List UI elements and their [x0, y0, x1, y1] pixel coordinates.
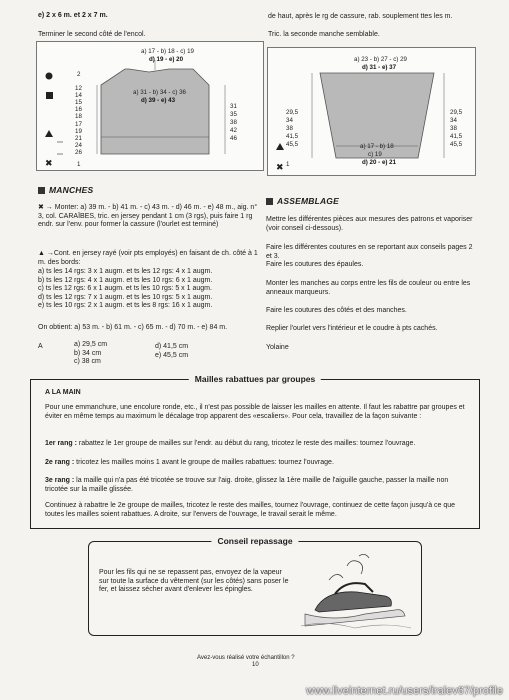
steam-iron-illustration — [295, 552, 415, 632]
mailles-outro: Continuez à rabattre le 2e groupe de mailles, tricotez le reste des mailles, tournez l'ouvrage, continuez de cette façon jusqu'à ce que toutes les mailles soient rabattues. A droite, sur l'envers de l'ouvrage, le travail serait le même. — [45, 502, 456, 518]
diagram1-mid-label-2: d) 39 - e) 43 — [141, 97, 176, 104]
mailles-rabattues-box — [30, 374, 480, 529]
conseil-repassage-box — [88, 536, 422, 636]
svg-text:45,5: 45,5 — [450, 141, 463, 148]
list-item: e) ts les 10 rgs: 2 x 1 augm. et ts les 8 rgs: 16 x 1 augm. — [38, 302, 213, 310]
assemblage-heading: ASSEMBLAGE — [266, 196, 339, 206]
svg-text:24: 24 — [75, 142, 82, 149]
assemblage-para-4: Monter les manches au corps entre les fils de couleur ou entre les anneaux marqueurs. — [266, 280, 471, 296]
page-number: 10 — [252, 662, 259, 668]
cross-symbol: ✖ — [45, 158, 53, 168]
list-item: c) ts les 12 rgs: 6 x 1 augm. et ts les 10 rgs: 5 x 1 augm. — [38, 285, 212, 293]
sleeve-pattern-diagram — [267, 47, 476, 176]
svg-text:46: 46 — [230, 135, 237, 142]
svg-text:14: 14 — [75, 92, 82, 99]
mailles-intro: Pour une emmanchure, une encolure ronde, etc., il n'est pas possible de laisser les mailles en attente. Il faut les rabattre par groupes et éviter en même temps au maximum le décalage trop apparent des «escaliers». Pour cela, travaillez de la façon suivante : — [45, 404, 465, 420]
svg-text:34: 34 — [450, 117, 457, 124]
svg-text:15: 15 — [75, 99, 82, 106]
source-url-watermark[interactable]: www.liveinternet.ru/users/iralev67/profile — [306, 685, 503, 697]
left-top-line: e) 2 x 6 m. et 2 x 7 m. — [38, 12, 108, 19]
back-piece-shape — [101, 69, 209, 154]
svg-text:31: 31 — [230, 103, 237, 110]
svg-text:35: 35 — [230, 111, 237, 118]
conseil-box-title: Conseil repassage — [211, 536, 298, 546]
manches-col-2: d) 41,5 cm e) 45,5 cm — [155, 343, 189, 359]
list-item: d) ts les 12 rgs: 7 x 1 augm. et ts les 10 rgs: 5 x 1 augm. — [38, 293, 213, 301]
svg-text:41,5: 41,5 — [286, 133, 299, 140]
triangle-symbol — [276, 143, 284, 150]
square-symbol — [46, 92, 53, 99]
svg-text:26: 26 — [75, 149, 82, 156]
diagram1-mid-label: a) 31 - b) 34 - c) 36 — [133, 89, 186, 96]
right-top-line-2: Tric. la seconde manche semblable. — [268, 31, 380, 38]
diagram2-top-label-2: d) 31 - e) 37 — [362, 64, 397, 71]
manches-para-1: ✖ → Monter: a) 39 m. - b) 41 m. - c) 43 m. - d) 46 m. - e) 48 m., aig. n° 3, col. CARAÏBES, tric. en jersey pendant 1 cm (3 rgs), puis faire 1 rg endr. sur l'env. pour former la cassure (l'ourlet est terminé) — [38, 204, 258, 229]
svg-text:38: 38 — [286, 125, 293, 132]
diagram2-left-numbers — [286, 109, 299, 148]
svg-text:29,5: 29,5 — [286, 109, 299, 116]
manches-a-label: A — [38, 343, 43, 350]
svg-text:19: 19 — [75, 128, 82, 135]
svg-text:41,5: 41,5 — [450, 133, 463, 140]
assemblage-para-6: Replier l'ourlet vers l'intérieur et le coudre à pts cachés. — [266, 325, 438, 332]
left-top-line-2: Terminer le second côté de l'encol. — [38, 31, 146, 38]
diagram1-one: 1 — [77, 161, 81, 168]
manches-col-1: a) 29,5 cm b) 34 cm c) 38 cm — [74, 341, 108, 366]
diagram1-top-label: a) 17 - b) 18 - c) 19 — [141, 48, 194, 55]
right-top-line: de haut, après le rg de cassure, rab. souplement ttes les m. — [268, 13, 453, 20]
list-item: b) ts les 12 rgs: 4 x 1 augm. et ts les 10 rgs: 6 x 1 augm. — [38, 276, 213, 284]
mailles-box-subtitle: A LA MAIN — [45, 389, 81, 396]
svg-text:34: 34 — [286, 117, 293, 124]
svg-text:38: 38 — [450, 125, 457, 132]
diagram1-top-label-2: d) 19 - e) 20 — [149, 56, 184, 63]
assemblage-para-2: Faire les différentes coutures en se reportant aux conseils pages 2 et 3. — [266, 244, 473, 260]
diagram2-bottom-label: a) 17 - b) 18 — [360, 143, 394, 150]
assemblage-para-5: Faire les coutures des côtés et des manches. — [266, 307, 407, 314]
back-pattern-diagram — [36, 41, 264, 171]
svg-text:21: 21 — [75, 135, 82, 142]
diagram1-left-numbers-b — [75, 121, 82, 156]
svg-text:38: 38 — [230, 119, 237, 126]
rang-3: 3e rang : la maille qui n'a pas été tricotée se trouve sur l'aig. droite, glissez la 1ère maille de l'aiguille gauche, passer la maille non tricotée sur la maille glissée. — [45, 477, 449, 493]
svg-text:18: 18 — [75, 113, 82, 120]
footer-question: Avez-vous réalisé votre échantillon ? — [197, 655, 295, 661]
mailles-box-title: Mailles rabattues par groupes — [189, 374, 321, 384]
list-item: a) ts les 14 rgs: 3 x 1 augm. et ts les 12 rgs: 4 x 1 augm. — [38, 268, 213, 275]
diagram2-right-numbers — [450, 109, 463, 148]
rang-1: 1er rang : rabattez le 1er groupe de mailles sur l'endr. au début du rang, tricotez le reste des mailles: tournez l'ouvrage. — [45, 440, 416, 447]
circle-symbol — [46, 73, 53, 80]
assemblage-para-3: Faire les coutures des épaules. — [266, 261, 364, 268]
sleeve-pattern-svg — [268, 48, 475, 175]
svg-text:12: 12 — [75, 85, 82, 92]
svg-text:42: 42 — [230, 127, 237, 134]
back-pattern-svg — [37, 42, 263, 170]
rang-2: 2e rang : tricotez les mailles moins 1 avant le groupe de mailles rabattues: tournez l'ouvrage. — [45, 459, 334, 466]
diagram2-top-label: a) 23 - b) 27 - c) 29 — [354, 56, 407, 63]
diagram1-left-numbers-a — [75, 71, 82, 120]
svg-text:29,5: 29,5 — [450, 109, 463, 116]
svg-text:2: 2 — [77, 71, 81, 78]
diagram2-bottom-label-2: c) 19 — [368, 151, 382, 158]
cross-symbol: ✖ — [276, 162, 284, 172]
manches-increase-list — [38, 268, 260, 311]
manches-obtain: On obtient: a) 53 m. - b) 61 m. - c) 65 m. - d) 70 m. - e) 84 m. — [38, 324, 228, 331]
conseil-text: Pour les fils qui ne se repassent pas, envoyez de la vapeur sur toute la surface du vêtement (sur les côtés) sans poser le fer, et laissez sécher avant d'enlever les épingles. — [99, 569, 289, 594]
triangle-symbol — [45, 130, 53, 137]
signature: Yolaine — [266, 344, 289, 351]
svg-text:17: 17 — [75, 121, 82, 128]
diagram2-bottom-label-3: d) 20 - e) 21 — [362, 159, 397, 166]
manches-heading: MANCHES — [38, 185, 93, 195]
assemblage-para-1: Mettre les différentes pièces aux mesures des patrons et vaporiser (voir conseil ci-dessous). — [266, 216, 473, 232]
svg-text:45,5: 45,5 — [286, 141, 299, 148]
diagram2-one: 1 — [286, 161, 290, 168]
svg-text:16: 16 — [75, 106, 82, 113]
manches-para-2: ▲ →Cont. en jersey rayé (voir pts employés) en faisant de ch. côté à 1 m. des bords: — [38, 250, 258, 266]
diagram1-right-numbers — [230, 103, 237, 142]
